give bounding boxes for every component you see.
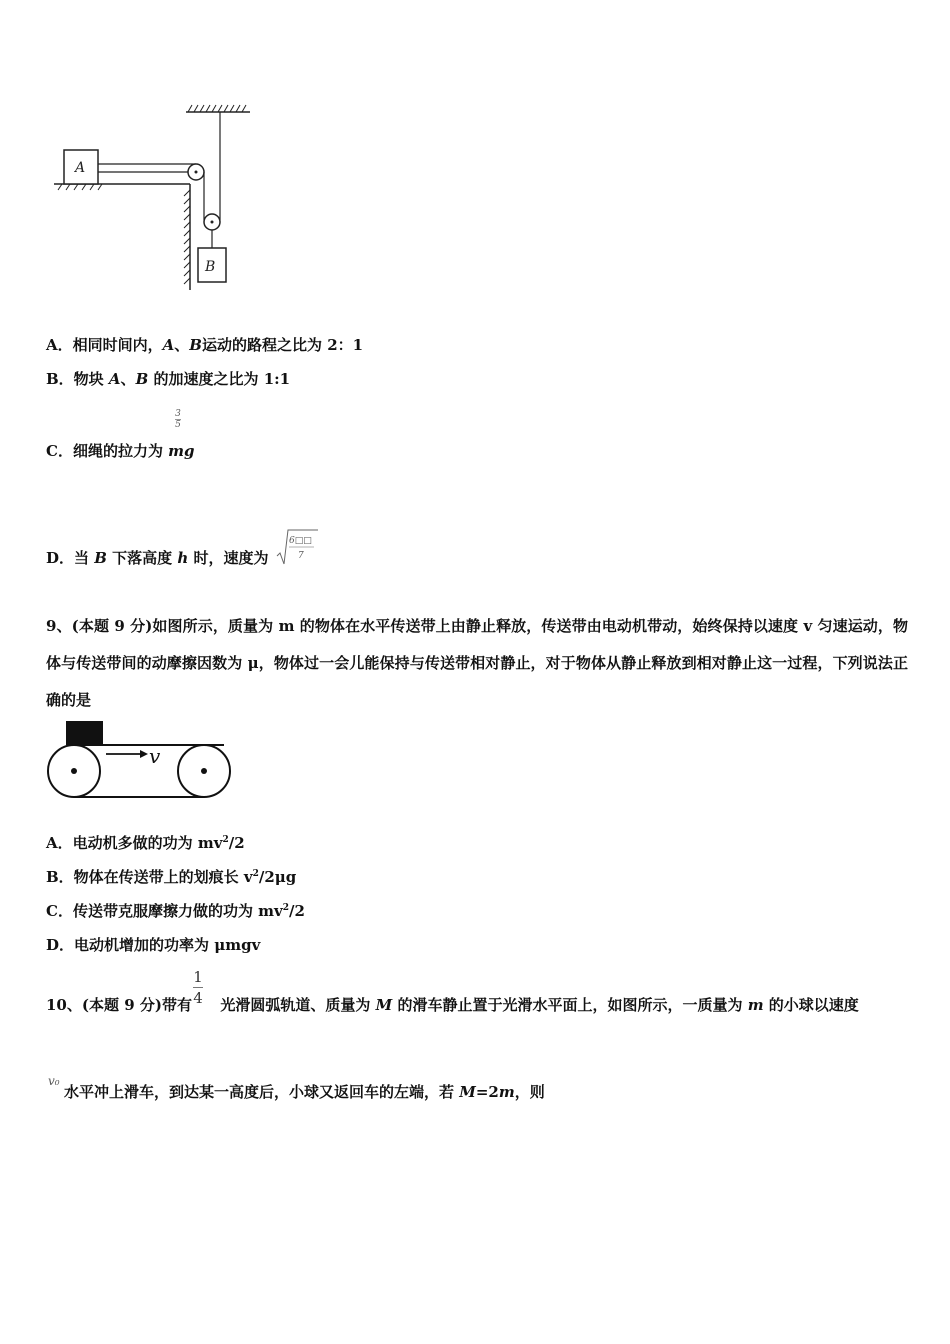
q8-d-sqrt (276, 528, 320, 568)
q10-line-2: 水平冲上滑车，到达某一高度后，小球又返回车的左端，若 M=2m，则 (64, 1083, 545, 1101)
ceiling-hatch (186, 105, 250, 112)
q8-option-c: C．细绳的拉力为 mg (46, 442, 195, 460)
q9-stem: 9、(本题 9 分)如图所示，质量为 m 的物体在水平传送带上由静止释放，传送带由电动机带动，始终保持以速度 v 匀速运动，物体与传送带间的动摩擦因数为 μ，物体过一会儿能保持与传送带相对静止，对于物体从静止释放到相对静止这一过程，下列说法正确的是 (46, 617, 908, 709)
q9-option-c: C．传送带克服摩擦力做的功为 $mv^2/2$ (46, 902, 305, 920)
q10-line-1: 10、(本题 9 分)带有 光滑圆弧轨道、质量为 M 的滑车静止置于光滑水平面上，如图所示，一质量为 m 的小球以速度 (46, 996, 859, 1014)
q9-option-a: A．电动机多做的功为 $mv^2/2$ (46, 834, 245, 852)
q8-c-fraction: 3 5 (175, 409, 181, 430)
velocity-label: v (149, 744, 161, 768)
q9-option-d: D．电动机增加的功率为 μmgv (46, 936, 261, 954)
svg-text:7: 7 (298, 551, 304, 561)
object-block (66, 721, 103, 745)
q10-fraction: 1 4 (193, 968, 203, 1007)
block-a-label: A (75, 160, 86, 176)
conveyor-figure (44, 718, 236, 802)
pulley-figure (50, 100, 265, 295)
svg-text:6□□: 6□□ (289, 536, 312, 546)
q9-option-b: B．物体在传送带上的划痕长 $v^2/2\mu g$ (46, 868, 297, 886)
q8-option-a: A．相同时间内，A、B运动的路程之比为 2：1 (46, 336, 364, 354)
q10-v0-symbol: v₀ (48, 1074, 60, 1088)
block-b-label: B (205, 259, 216, 275)
q8-option-b: B．物块 A、B 的加速度之比为 1:1 (46, 370, 291, 388)
q8-option-d: D．当 B 下落高度 h 时，速度为 (46, 549, 269, 567)
table-surface (54, 184, 190, 290)
